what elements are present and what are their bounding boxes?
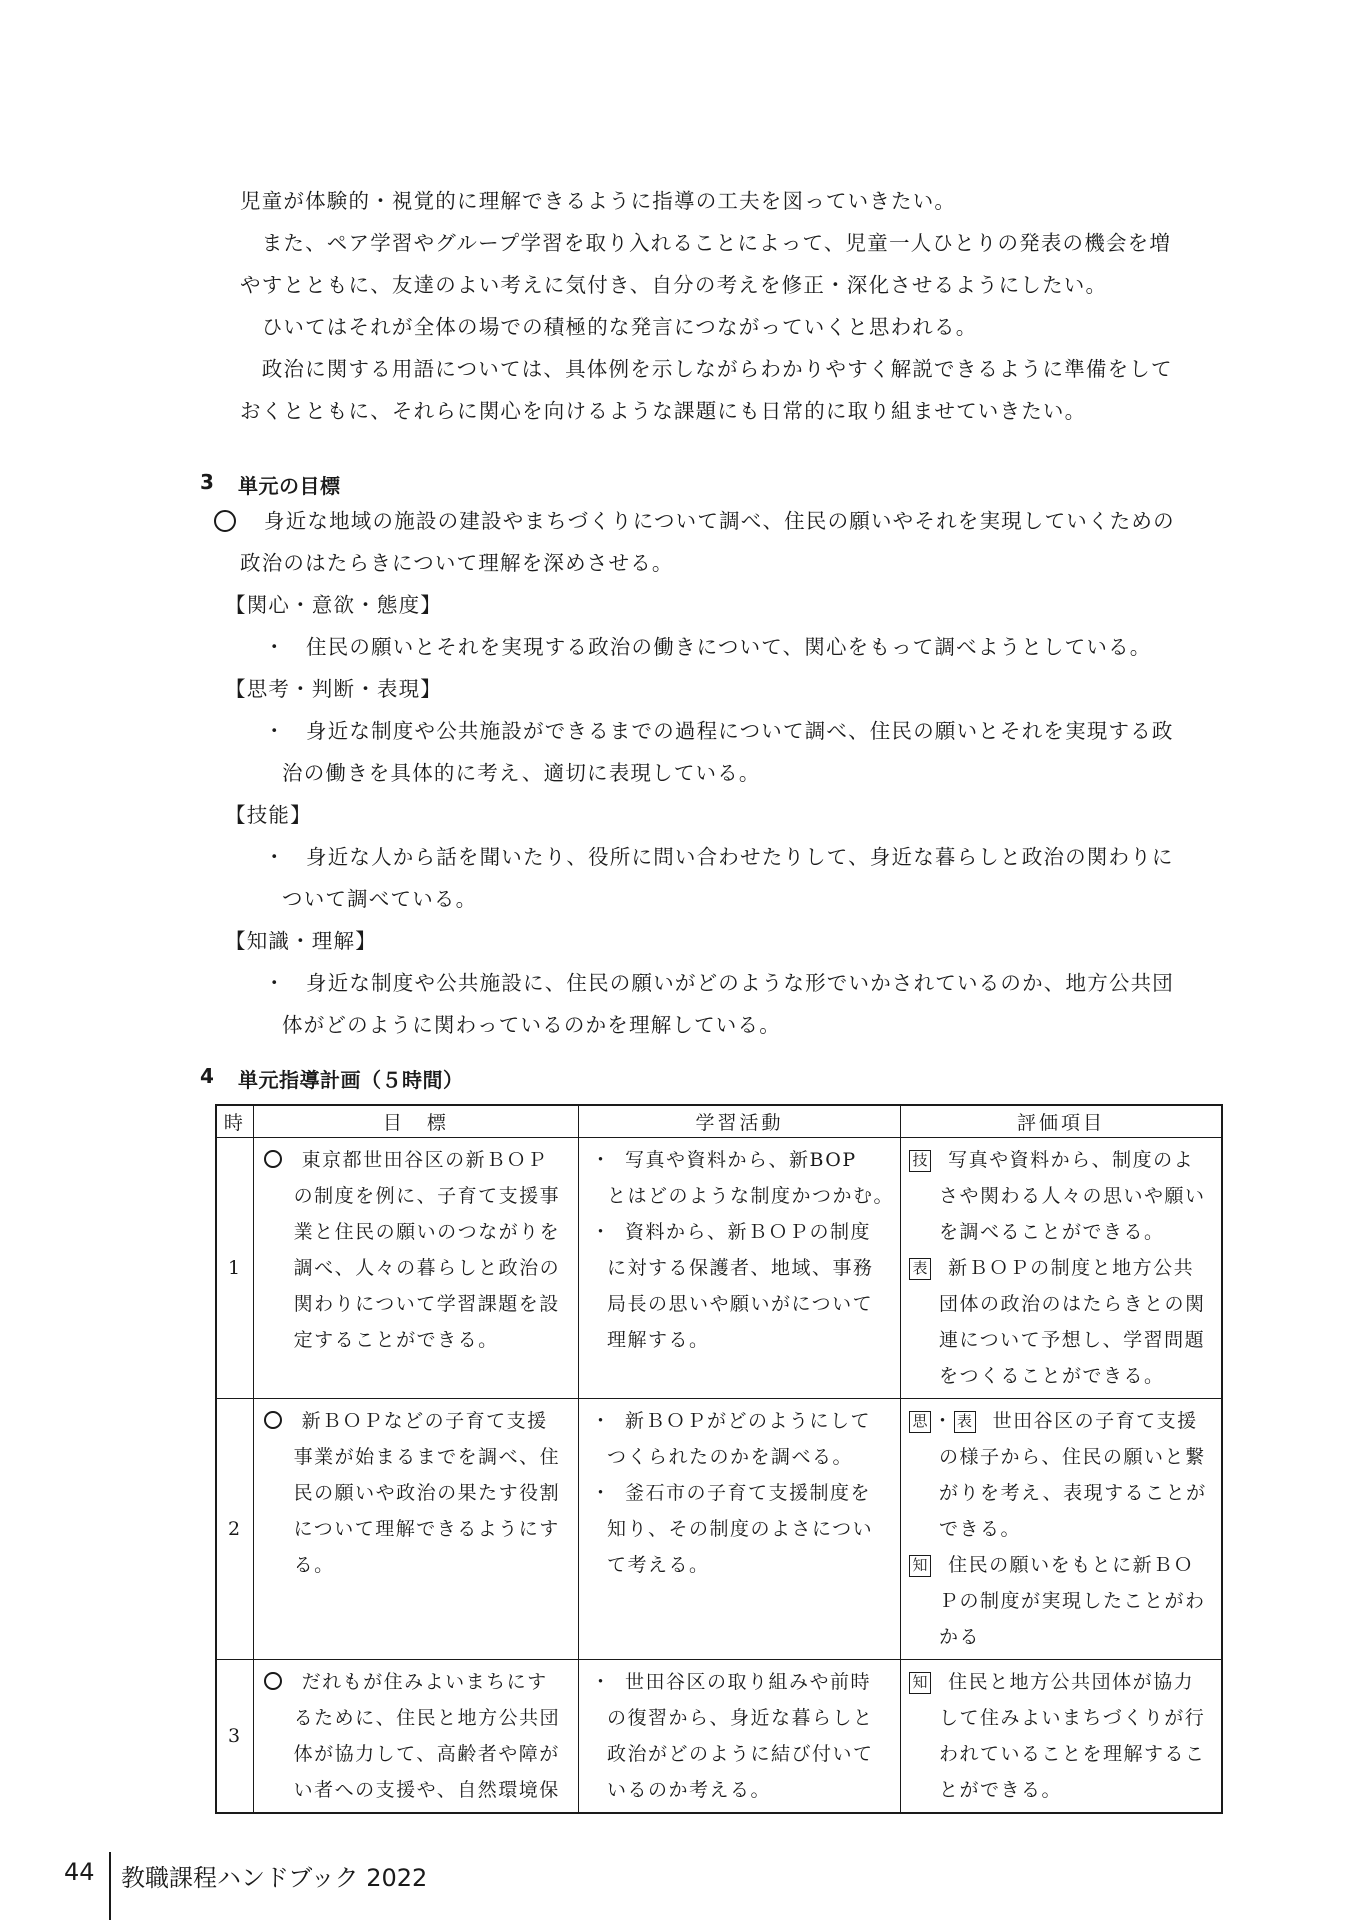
intro-line: また、ペア学習やグループ学習を取り入れることによって、児童一人ひとりの発表の機会を増 <box>240 231 1172 255</box>
skill-badge-icon: 技 <box>909 1150 931 1172</box>
circle-mark-icon <box>264 1150 282 1168</box>
category-line: 身近な人から話を聞いたり、役所に問い合わせたりして、身近な暮らしと政治の関わりに <box>306 845 1174 869</box>
eval-text: とができる。 <box>938 1778 1062 1801</box>
category-line: 身近な制度や公共施設に、住民の願いがどのような形でいかされているのか、地方公共団 <box>306 971 1174 995</box>
activity-text: て考える。 <box>606 1553 710 1576</box>
bullet: ・ <box>264 845 286 869</box>
intro-line: ひいてはそれが全体の場での積極的な発言につながっていくと思われる。 <box>240 315 978 339</box>
table-header-row <box>216 1105 1222 1137</box>
bullet: ・ <box>264 971 286 995</box>
eval-text: 写真や資料から、制度のよ <box>948 1148 1195 1171</box>
eval-text: できる。 <box>938 1517 1021 1540</box>
goal-text: る。 <box>293 1553 335 1576</box>
activity-text: 写真や資料から、新BOP <box>624 1148 857 1171</box>
goal-text: 新ＢＯＰなどの子育て支援 <box>301 1409 548 1432</box>
page-number: 44 <box>64 1858 95 1886</box>
bullet: ・ <box>264 719 286 743</box>
eval-text: 連について予想し、学習問題 <box>938 1328 1206 1351</box>
bullet: ・ <box>590 1670 612 1693</box>
activity-text: 局長の思いや願いがについて <box>606 1292 874 1315</box>
row-time: 1 <box>216 1137 253 1398</box>
row-eval <box>900 1137 1222 1398</box>
activity-text: 政治がどのように結び付いて <box>606 1742 874 1765</box>
goal-text: の制度を例に、子育て支援事 <box>293 1184 561 1207</box>
row-activity <box>578 1137 900 1398</box>
category-label: 【知識・理解】 <box>225 929 377 953</box>
row-activity <box>578 1659 900 1813</box>
bullet: ・ <box>264 635 286 659</box>
row-activity <box>578 1398 900 1659</box>
bullet: ・ <box>590 1148 612 1171</box>
table-row <box>216 1137 1222 1398</box>
category-label: 【思考・判断・表現】 <box>225 677 442 701</box>
activity-text: いるのか考える。 <box>606 1778 771 1801</box>
goal-text: 定することができる。 <box>293 1328 499 1351</box>
goal-text: 東京都世田谷区の新ＢＯＰ <box>301 1148 548 1171</box>
goal-line: 身近な地域の施設の建設やまちづくりについて調べ、住民の願いやそれを実現していくための <box>264 509 1175 533</box>
category-line: 治の働きを具体的に考え、適切に表現している。 <box>282 761 761 785</box>
eval-text: われていることを理解するこ <box>938 1742 1206 1765</box>
row-goal <box>253 1659 578 1813</box>
header-activity: 学習活動 <box>578 1105 900 1137</box>
activity-text: 新ＢＯＰがどのようにして <box>624 1409 871 1432</box>
activity-text: 知り、その制度のよさについ <box>606 1517 874 1540</box>
row-eval: 思 ・ 表 世田谷区の子育て支援 の様子から、住民の願いと繋 がりを考え、表現することが できる。 知 住民の願いをもとに新ＢＯ Ｐの制度が実現したことがわ かる <box>900 1398 1222 1659</box>
activity-text: つくられたのかを調べる。 <box>606 1445 853 1468</box>
intro-paragraph <box>240 180 1230 432</box>
intro-line: 児童が体験的・視覚的に理解できるように指導の工夫を図っていきたい。 <box>240 189 957 213</box>
intro-line: 政治に関する用語については、具体例を示しながらわかりやすく解説できるように準備をして <box>240 357 1173 381</box>
activity-text: 資料から、新ＢＯＰの制度 <box>624 1220 871 1243</box>
goal-text: 体が協力して、高齢者や障が <box>293 1742 560 1765</box>
eval-text: 新ＢＯＰの制度と地方公共 <box>948 1256 1195 1279</box>
circle-mark-icon <box>264 1411 282 1429</box>
bullet: ・ <box>590 1481 612 1504</box>
circle-mark-icon <box>264 1672 282 1690</box>
eval-text: を調べることができる。 <box>938 1220 1165 1243</box>
category-label: 【技能】 <box>225 803 312 827</box>
row-goal <box>253 1137 578 1398</box>
section3-number: 3 <box>200 470 214 494</box>
eval-text: かる <box>938 1625 980 1648</box>
bullet: ・ <box>590 1220 612 1243</box>
circle-mark-icon <box>214 510 236 532</box>
activity-text: 世田谷区の取り組みや前時 <box>624 1670 871 1693</box>
section3-title: 単元の目標 <box>238 474 341 498</box>
header-goal: 目 標 <box>253 1105 578 1137</box>
activity-text: 釜石市の子育て支援制度を <box>624 1481 871 1504</box>
eval-text: さや関わる人々の思いや願い <box>938 1184 1206 1207</box>
header-eval: 評価項目 <box>900 1105 1222 1137</box>
activity-text: の復習から、身近な暮らしと <box>606 1706 874 1729</box>
goal-text: について理解できるようにす <box>293 1517 560 1540</box>
goal-text: だれもが住みよいまちにす <box>301 1670 548 1693</box>
goal-text: るために、住民と地方公共団 <box>293 1706 561 1729</box>
category-line: ついて調べている。 <box>282 887 478 911</box>
goal-text: 関わりについて学習課題を設 <box>293 1292 560 1315</box>
eval-text: して住みよいまちづくりが行 <box>938 1706 1206 1729</box>
goal-text: 調べ、人々の暮らしと政治の <box>293 1256 561 1279</box>
eval-text: をつくることができる。 <box>938 1364 1165 1387</box>
eval-text: の様子から、住民の願いと繋 <box>938 1445 1206 1468</box>
expression-badge-icon: 表 <box>909 1258 931 1280</box>
table-row <box>216 1659 1222 1813</box>
row-goal <box>253 1398 578 1659</box>
category-line: 住民の願いとそれを実現する政治の働きについて、関心をもって調べようとしている。 <box>306 635 1152 659</box>
eval-text: 住民と地方公共団体が協力 <box>948 1670 1195 1693</box>
footer-title: 教職課程ハンドブック 2022 <box>121 1864 428 1892</box>
bullet: ・ <box>590 1409 612 1432</box>
table-row <box>216 1398 1222 1659</box>
eval-text: Ｐの制度が実現したことがわ <box>938 1589 1206 1612</box>
section4-title: 単元指導計画（５時間） <box>238 1068 464 1092</box>
goal-text: 業と住民の願いのつながりを <box>293 1220 561 1243</box>
activity-text: 理解する。 <box>606 1328 710 1351</box>
row-time: 2 <box>216 1398 253 1659</box>
thinking-badge-icon: 思 <box>909 1411 931 1433</box>
header-time: 時 <box>216 1105 253 1137</box>
intro-line: おくとともに、それらに関心を向けるような課題にも日常的に取り組ませていきたい。 <box>240 399 1087 423</box>
row-eval <box>900 1659 1222 1813</box>
category-line: 身近な制度や公共施設ができるまでの過程について調べ、住民の願いとそれを実現する政 <box>306 719 1174 743</box>
goal-text: 事業が始まるまでを調べ、住 <box>293 1445 561 1468</box>
activity-text: に対する保護者、地域、事務 <box>606 1256 874 1279</box>
row-time: 3 <box>216 1659 253 1813</box>
eval-text: 団体の政治のはたらきとの関 <box>938 1292 1206 1315</box>
goal-text: 民の願いや政治の果たす役割 <box>293 1481 561 1504</box>
category-label: 【関心・意欲・態度】 <box>225 593 442 617</box>
knowledge-badge-icon: 知 <box>909 1555 931 1577</box>
intro-line: やすとともに、友達のよい考えに気付き、自分の考えを修正・深化させるようにしたい。 <box>240 273 1108 297</box>
eval-text: 世田谷区の子育て支援 <box>992 1409 1198 1432</box>
eval-text: がりを考え、表現することが <box>938 1481 1207 1504</box>
category-line: 体がどのように関わっているのかを理解している。 <box>282 1013 781 1037</box>
knowledge-badge-icon: 知 <box>909 1672 931 1694</box>
eval-text: 住民の願いをもとに新ＢＯ <box>948 1553 1195 1576</box>
expression-badge-icon: 表 <box>954 1411 976 1433</box>
goal-line: 政治のはたらきについて理解を深めさせる。 <box>240 551 674 575</box>
activity-text: とはどのような制度かつかむ。 <box>606 1184 894 1207</box>
footer-divider <box>109 1852 111 1920</box>
section4-number: 4 <box>200 1064 214 1088</box>
unit-plan-table <box>215 1104 1223 1814</box>
goal-text: い者への支援や、自然環境保 <box>293 1778 560 1801</box>
